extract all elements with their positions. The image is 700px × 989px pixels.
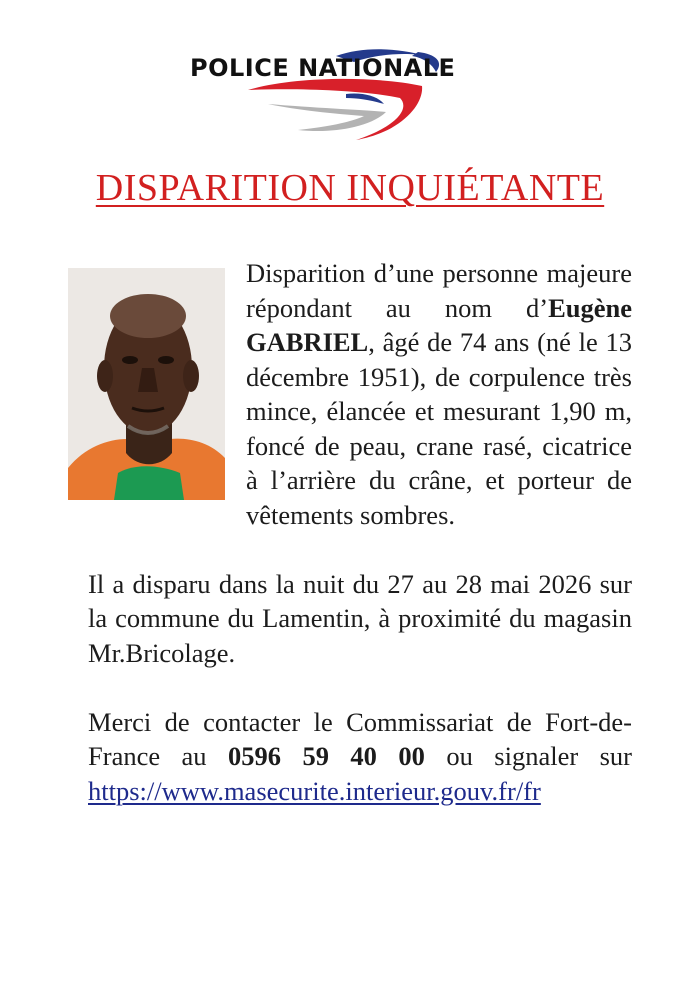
report-link[interactable]: https://www.masecurite.interieur.gouv.fr/fr	[88, 775, 541, 806]
page-title: DISPARITION INQUIÉTANTE	[95, 167, 605, 209]
contact-text-2: ou signaler sur	[424, 741, 632, 771]
description-text-1: Disparition d’une personne majeure répondant au nom d’	[246, 258, 632, 323]
contact-text-1: Merci de contacter le Commissariat de Fort-de-France au	[88, 706, 632, 771]
notice-body	[88, 256, 632, 808]
police-nationale-logo	[186, 46, 516, 146]
disappearance-paragraph: Il a disparu dans la nuit du 27 au 28 mai 2026 sur la commune du Lamentin, à proximité du magasin Mr.Bricolage.	[88, 568, 632, 668]
missing-person-name: Eugène GABRIEL	[246, 292, 632, 357]
contact-paragraph	[88, 705, 632, 809]
phone-number: 0596 59 40 00	[228, 741, 425, 771]
description-paragraph	[88, 256, 632, 532]
description-text-2: , âgé de 74 ans (né le 13 décembre 1951), de corpulence très mince, élancée et mesurant 1,90 m, foncé de peau, crane rasé, cicatrice à l’arrière du crâne, et porteur de vêtements sombres.	[246, 327, 632, 530]
logo-text: POLICE NATIONALE	[190, 54, 456, 82]
